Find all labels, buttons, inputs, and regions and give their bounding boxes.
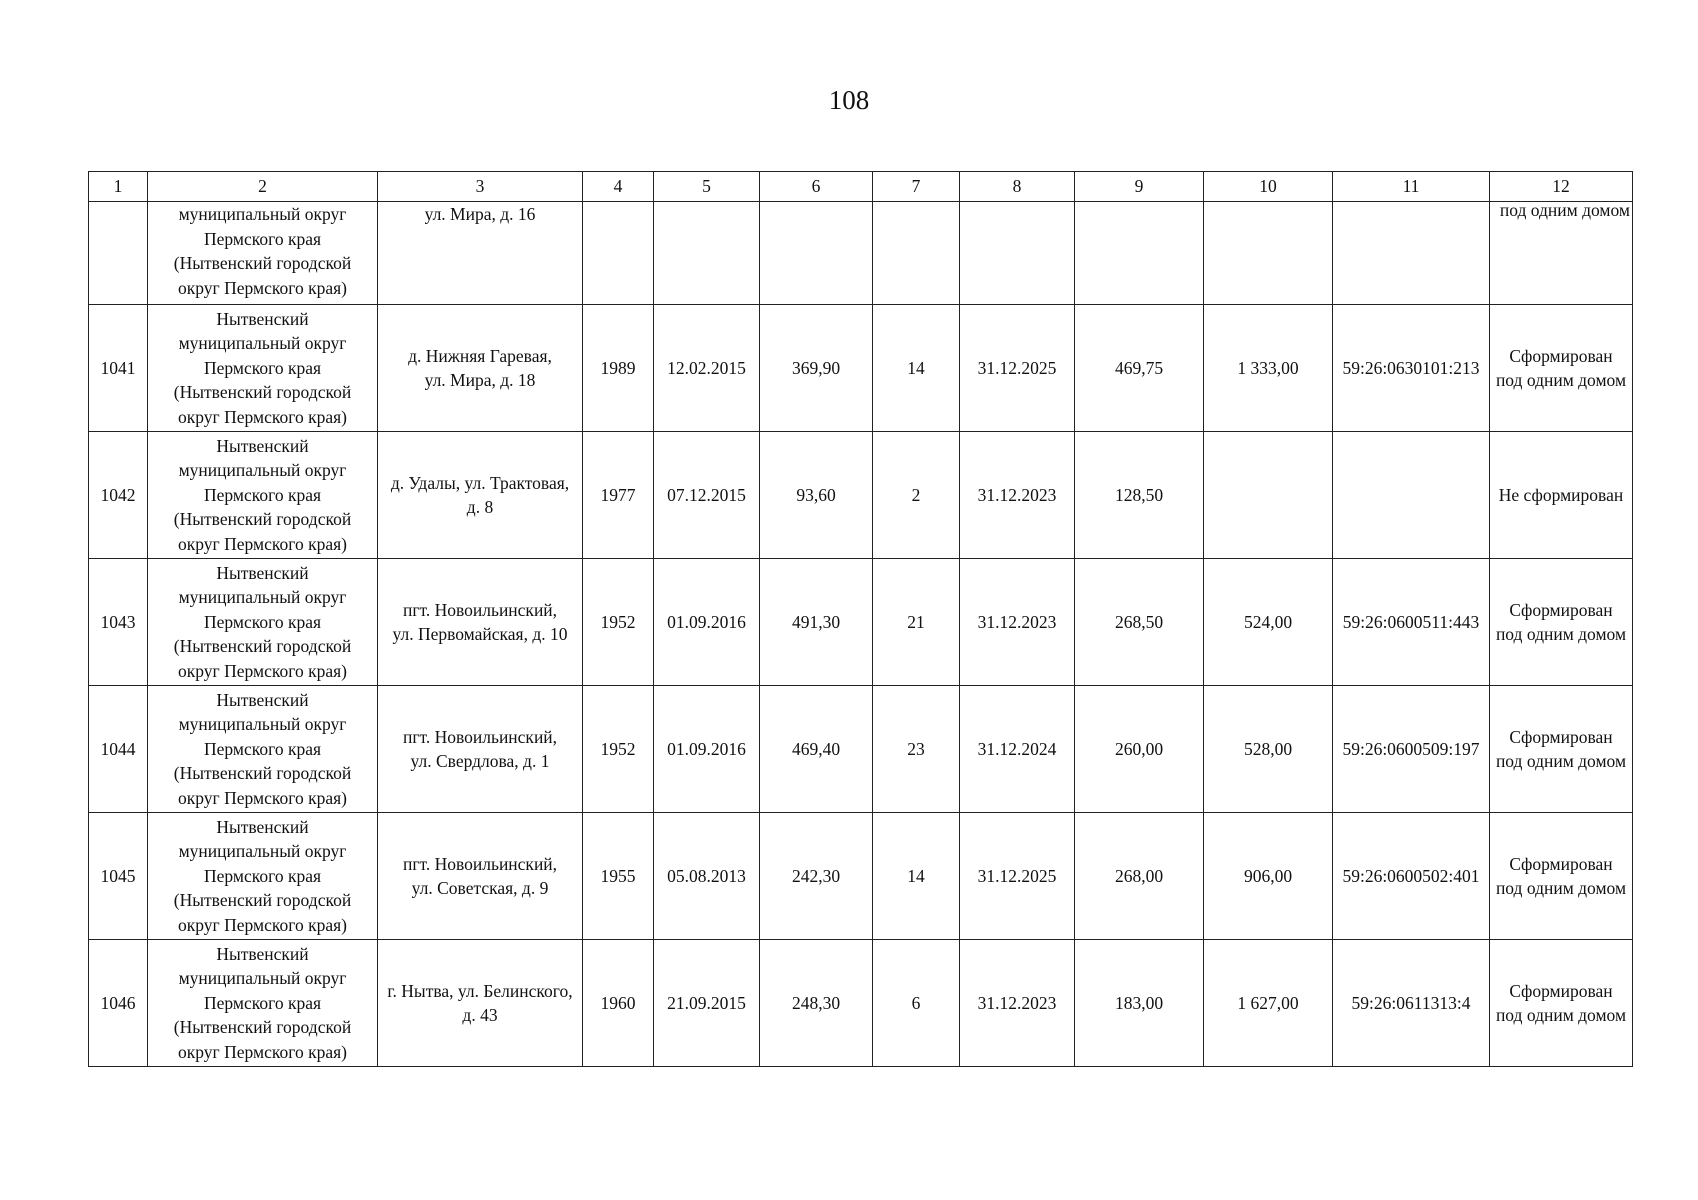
cell-line: Пермского края [203, 992, 322, 1013]
cell-residents: 14 [873, 813, 960, 940]
cell-value-10: 906,00 [1204, 813, 1333, 940]
cell-line: (Нытвенский городской [173, 890, 352, 911]
cell-status [1490, 686, 1633, 813]
column-header-7: 7 [873, 172, 960, 202]
cell-line: (Нытвенский городской [173, 1017, 352, 1038]
column-header-10: 10 [1204, 172, 1333, 202]
cell-address [378, 202, 583, 305]
cell-year [583, 202, 654, 305]
column-header-6: 6 [760, 172, 873, 202]
cell-year: 1955 [583, 813, 654, 940]
cell-value-10: 1 627,00 [1204, 940, 1333, 1067]
cell-line: (Нытвенский городской [173, 636, 352, 657]
cell-address [378, 305, 583, 432]
cell-line: муниципальный округ [178, 333, 347, 354]
column-header-5: 5 [654, 172, 760, 202]
cell-line: Сформирован [1509, 345, 1613, 366]
cell-status [1490, 305, 1633, 432]
cell-value-9: 268,00 [1075, 813, 1204, 940]
cell-address [378, 940, 583, 1067]
cell-municipality [148, 202, 378, 305]
column-header-1: 1 [89, 172, 148, 202]
cell-deadline: 31.12.2024 [960, 686, 1075, 813]
cell-line: муниципальный округ [178, 841, 347, 862]
cell-municipality [148, 940, 378, 1067]
table-row [89, 432, 1633, 559]
cell-line: Не сформирован [1498, 484, 1624, 505]
cell-date: 05.08.2013 [654, 813, 760, 940]
cell-line: ул. Первомайская, д. 10 [392, 624, 568, 644]
cell-line: пгт. Новоильинский, [402, 726, 558, 747]
cell-line: округ Пермского края) [178, 914, 347, 935]
cell-value-9: 260,00 [1075, 686, 1204, 813]
cell-line: ул. Мира, д. 16 [424, 204, 536, 224]
cell-deadline: 31.12.2025 [960, 305, 1075, 432]
cell-line: Сформирован [1509, 980, 1613, 1001]
cell-status [1490, 432, 1633, 559]
cell-area: 369,90 [760, 305, 873, 432]
cell-line: Сформирован [1509, 726, 1613, 747]
table-row-continued [89, 202, 1633, 305]
cell-deadline [960, 202, 1075, 305]
cell-line: Пермского края [203, 611, 322, 632]
cell-value-10: 524,00 [1204, 559, 1333, 686]
cell-status [1490, 940, 1633, 1067]
cell-line: под одним домом [1495, 1005, 1627, 1025]
cell-date: 01.09.2016 [654, 559, 760, 686]
cell-date: 21.09.2015 [654, 940, 760, 1067]
cell-area: 93,60 [760, 432, 873, 559]
cell-cadastral: 59:26:0600511:443 [1333, 559, 1490, 686]
table-row [89, 305, 1633, 432]
cell-date: 07.12.2015 [654, 432, 760, 559]
cell-residents: 21 [873, 559, 960, 686]
cell-line: округ Пермского края) [178, 533, 347, 554]
cell-line: муниципальный округ [178, 714, 347, 735]
column-header-12: 12 [1490, 172, 1633, 202]
cell-number [89, 202, 148, 305]
cell-line: д. 43 [462, 1005, 498, 1025]
cell-line: округ Пермского края) [178, 406, 347, 427]
cell-number: 1044 [89, 686, 148, 813]
cell-number: 1042 [89, 432, 148, 559]
cell-municipality [148, 305, 378, 432]
column-header-2: 2 [148, 172, 378, 202]
cell-line: Сформирован [1509, 599, 1613, 620]
cell-area: 491,30 [760, 559, 873, 686]
cell-line: ул. Мира, д. 18 [424, 370, 536, 390]
cell-line: Пермского края [203, 738, 322, 759]
cell-date: 01.09.2016 [654, 686, 760, 813]
cell-line: округ Пермского края) [178, 1041, 347, 1062]
column-header-11: 11 [1333, 172, 1490, 202]
cell-date: 12.02.2015 [654, 305, 760, 432]
cell-value-10: 1 333,00 [1204, 305, 1333, 432]
cell-value-9: 183,00 [1075, 940, 1204, 1067]
cell-status [1490, 202, 1633, 305]
table-row [89, 940, 1633, 1067]
cell-line: Нытвенский [216, 816, 309, 837]
cell-line: под одним домом [1495, 751, 1627, 771]
cell-municipality [148, 432, 378, 559]
cell-line: Нытвенский [216, 435, 309, 456]
cell-line: (Нытвенский городской [173, 253, 352, 273]
cell-line: Пермского края [203, 357, 322, 378]
housing-registry-table [88, 171, 1633, 1067]
cell-line: Нытвенский [216, 689, 309, 710]
cell-residents: 23 [873, 686, 960, 813]
cell-area: 242,30 [760, 813, 873, 940]
cell-line: под одним домом [1495, 624, 1627, 644]
cell-cadastral: 59:26:0600502:401 [1333, 813, 1490, 940]
cell-residents: 6 [873, 940, 960, 1067]
page-number: 108 [828, 85, 870, 115]
cell-municipality [148, 686, 378, 813]
cell-cadastral [1333, 432, 1490, 559]
cell-status [1490, 559, 1633, 686]
cell-number: 1041 [89, 305, 148, 432]
cell-cadastral [1333, 202, 1490, 305]
table-row [89, 813, 1633, 940]
cell-number: 1046 [89, 940, 148, 1067]
column-header-3: 3 [378, 172, 583, 202]
cell-line: ул. Свердлова, д. 1 [410, 751, 550, 771]
cell-value-9 [1075, 202, 1204, 305]
cell-year: 1989 [583, 305, 654, 432]
cell-deadline: 31.12.2023 [960, 559, 1075, 686]
cell-value-10: 528,00 [1204, 686, 1333, 813]
cell-line: округ Пермского края) [178, 277, 347, 298]
cell-line: (Нытвенский городской [173, 509, 352, 530]
cell-value-9: 469,75 [1075, 305, 1204, 432]
cell-cadastral: 59:26:0630101:213 [1333, 305, 1490, 432]
cell-line: округ Пермского края) [178, 787, 347, 808]
cell-line: Пермского края [203, 228, 322, 249]
cell-year: 1952 [583, 686, 654, 813]
cell-deadline: 31.12.2023 [960, 940, 1075, 1067]
cell-address [378, 813, 583, 940]
column-header-8: 8 [960, 172, 1075, 202]
cell-line: (Нытвенский городской [173, 382, 352, 403]
cell-status [1490, 813, 1633, 940]
cell-line: ул. Советская, д. 9 [411, 878, 549, 898]
cell-line: Пермского края [203, 865, 322, 886]
cell-line: д. Нижняя Гаревая, [408, 345, 552, 366]
cell-line: д. Удалы, ул. Трактовая, [390, 472, 570, 493]
cell-area [760, 202, 873, 305]
cell-year: 1952 [583, 559, 654, 686]
cell-line: под одним домом [1495, 370, 1627, 390]
cell-line: Нытвенский [216, 943, 309, 964]
cell-date [654, 202, 760, 305]
cell-line: пгт. Новоильинский, [402, 853, 558, 874]
table-row [89, 686, 1633, 813]
cell-value-9: 128,50 [1075, 432, 1204, 559]
cell-line: под одним домом [1495, 878, 1627, 898]
cell-line: Нытвенский [216, 308, 309, 329]
table-row [89, 559, 1633, 686]
cell-cadastral: 59:26:0611313:4 [1333, 940, 1490, 1067]
cell-line: округ Пермского края) [178, 660, 347, 681]
header-row [89, 172, 1633, 202]
cell-line: муниципальный округ [178, 204, 347, 224]
cell-deadline: 31.12.2025 [960, 813, 1075, 940]
cell-municipality [148, 813, 378, 940]
column-header-9: 9 [1075, 172, 1204, 202]
cell-line: муниципальный округ [178, 968, 347, 989]
cell-address [378, 432, 583, 559]
cell-year: 1977 [583, 432, 654, 559]
cell-line: Сформирован [1509, 853, 1613, 874]
cell-line: пгт. Новоильинский, [402, 599, 558, 620]
cell-number: 1043 [89, 559, 148, 686]
cell-line: Пермского края [203, 484, 322, 505]
cell-line: (Нытвенский городской [173, 763, 352, 784]
cell-residents: 14 [873, 305, 960, 432]
cell-number: 1045 [89, 813, 148, 940]
cell-area: 469,40 [760, 686, 873, 813]
cell-area: 248,30 [760, 940, 873, 1067]
cell-residents: 2 [873, 432, 960, 559]
cell-municipality [148, 559, 378, 686]
cell-line: муниципальный округ [178, 587, 347, 608]
table-body [89, 305, 1633, 1067]
column-header-4: 4 [583, 172, 654, 202]
cell-value-10 [1204, 202, 1333, 305]
cell-residents [873, 202, 960, 305]
cell-line: муниципальный округ [178, 460, 347, 481]
cell-year: 1960 [583, 940, 654, 1067]
cell-value-9: 268,50 [1075, 559, 1204, 686]
cell-cadastral: 59:26:0600509:197 [1333, 686, 1490, 813]
cell-line: г. Нытва, ул. Белинского, [387, 980, 573, 1001]
cell-line: Нытвенский [216, 562, 309, 583]
cell-deadline: 31.12.2023 [960, 432, 1075, 559]
cell-line: под одним домом [1499, 201, 1630, 220]
cell-value-10 [1204, 432, 1333, 559]
cell-address [378, 559, 583, 686]
cell-address [378, 686, 583, 813]
cell-line: д. 8 [466, 497, 494, 517]
